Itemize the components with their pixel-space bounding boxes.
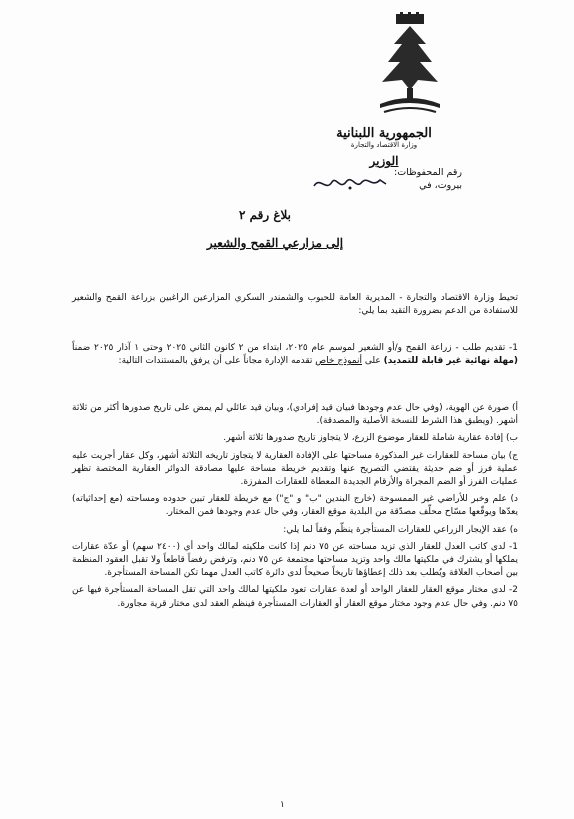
item-1-tail: تقدمه الإدارة مجاناً على أن يرفق بالمستندات التالية: — [118, 356, 313, 367]
list-item-letter: د) — [510, 494, 518, 505]
list-item-text: صورة عن الهوية، (وفي حال عدم وجودها فبيان قيد إفرادي)، وبيان قيد عائلي لم يمض على تاريخ صدورها أكثر من ثلاثة أشهر. (ويطبق هذا الشرط للنسخة الأصلية والمصدقة). — [72, 403, 518, 427]
page-number: ١ — [280, 800, 285, 810]
list-item-text: علم وخبر للأراضي غير الممسوحة (خارج البندين "ب" و "ج") مع خريطة للعقار تبين حدوده ومساحته (مع إحداثياته) يعدّها ويوقّعها مسّاح محلّف مصدّقة من البلدية موقع العقار، وفي حال عدم وجودها فمن المختار. — [72, 494, 518, 518]
sub-item-text: لدى مختار موقع العقار للعقار الواحد أو لعدة عقارات تعود ملكيتها لمالك واحد التي تقل المساحة المستأجرة فيها عن ٧٥ دنم. وفي حال عدم وجود مختار موقع العقار أو العقارات المستأجرة فينظم العقد لدى مختار قرية مجاورة. — [72, 585, 518, 609]
recipient-heading: إلى مزارعي القمح والشعير — [206, 236, 344, 250]
list-item-text: عقد الإيجار الزراعي للعقارات المستأجرة ينظّم وفقاً لما يلي: — [283, 524, 507, 535]
sub-item-number: 2- — [509, 585, 518, 596]
list-item-text: بيان مساحة للعقارات غير المذكورة مساحتها على الإفادة العقارية لا يتجاوز تاريخه الثلاثة أشهر، وكل عقار أجريت عليه عملية فرز أو ضم حديثة يقتضي التصريح عنها وتقديم خريطة مساحة عليها مصادقة الدوائر العقارية المختصة تظهر عمليات الفرز أو الضم المجراة والأرقام الجديدة المعطاة للعقارات المفرزة. — [72, 450, 518, 488]
list-item-letter: ب) — [506, 433, 518, 444]
list-item — [72, 402, 518, 428]
notice-label: بلاغ رقم — [249, 208, 291, 222]
notice-title — [190, 208, 340, 222]
list-item-text: إفادة عقارية شاملة للعقار موضوع الزرع، لا يتجاوز تاريخ صدورها ثلاثة أشهر. — [223, 433, 504, 444]
item-1-text — [72, 342, 518, 368]
ministry-name: وزارة الاقتصاد والتجارة — [350, 141, 418, 149]
list-item-letter: ه) — [509, 524, 518, 535]
list-item — [72, 432, 518, 445]
sub-item-number: 1- — [509, 541, 519, 552]
intro-text: تحيط وزارة الاقتصاد والتجارة - المديرية العامة للحبوب والشمندر السكري المزارعين الراغبين بزراعة القمح والشعير للاستفادة من الدعم بضرورة التقيد بما يلي: — [72, 293, 518, 317]
minister-title: الوزير — [369, 154, 399, 168]
document-meta — [394, 166, 462, 192]
item-1 — [72, 342, 518, 372]
item-1-form: أنموذج خاص — [315, 356, 363, 367]
sub-list-item — [72, 584, 518, 610]
letterhead — [304, 126, 464, 168]
place-date-label: بيروت، في — [419, 180, 462, 191]
list-item-letter: أ) — [511, 403, 518, 413]
notice-number: ٢ — [239, 208, 246, 222]
list-item — [72, 493, 518, 519]
list-item-letter: ج) — [508, 450, 518, 461]
sub-list-item — [72, 541, 518, 581]
intro-paragraph — [72, 292, 518, 322]
sub-item-text: لدى كاتب العدل للعقار الذي تزيد مساحته عن ٧٥ دنم إذا كانت ملكيته لمالك واحد أي (٢٤٠٠ سهم) أو عدّة عقارات يملكها أو يشترك في ملكيتها مالك واحد وتزيد مساحتها مجتمعة عن ٧٥ دنم، وترفض رفضاً قاطعاً ولا تقبل العقود المنظمة بين أصحاب العلاقة ويُطلب بعد ذلك إعطاؤها تاريخاً صحيحاً لدى دائرة كاتب العدل مهما تكن المساحة المستأجرة. — [72, 541, 518, 579]
item-1-lead: 1- تقديم طلب - زراعة القمح و/أو الشعير لموسم عام ٢٠٢٥، ابتداء من ٢ كانون الثاني ٢٠٢٥ وحتى ١ آذار ٢٠٢٥ ضمناً — [72, 343, 518, 353]
handwritten-date-icon — [310, 172, 390, 194]
republic-title: الجمهورية اللبنانية — [336, 126, 432, 141]
archive-number-label: رقم المحفوظات: — [394, 167, 462, 178]
cedar-emblem-icon — [374, 12, 446, 124]
requirements-list — [72, 402, 518, 615]
list-item — [72, 524, 518, 537]
item-1-form-pre: على — [364, 356, 381, 367]
list-item — [72, 450, 518, 490]
item-1-deadline: (مهلة نهائية غير قابلة للتمديد) — [383, 356, 518, 367]
